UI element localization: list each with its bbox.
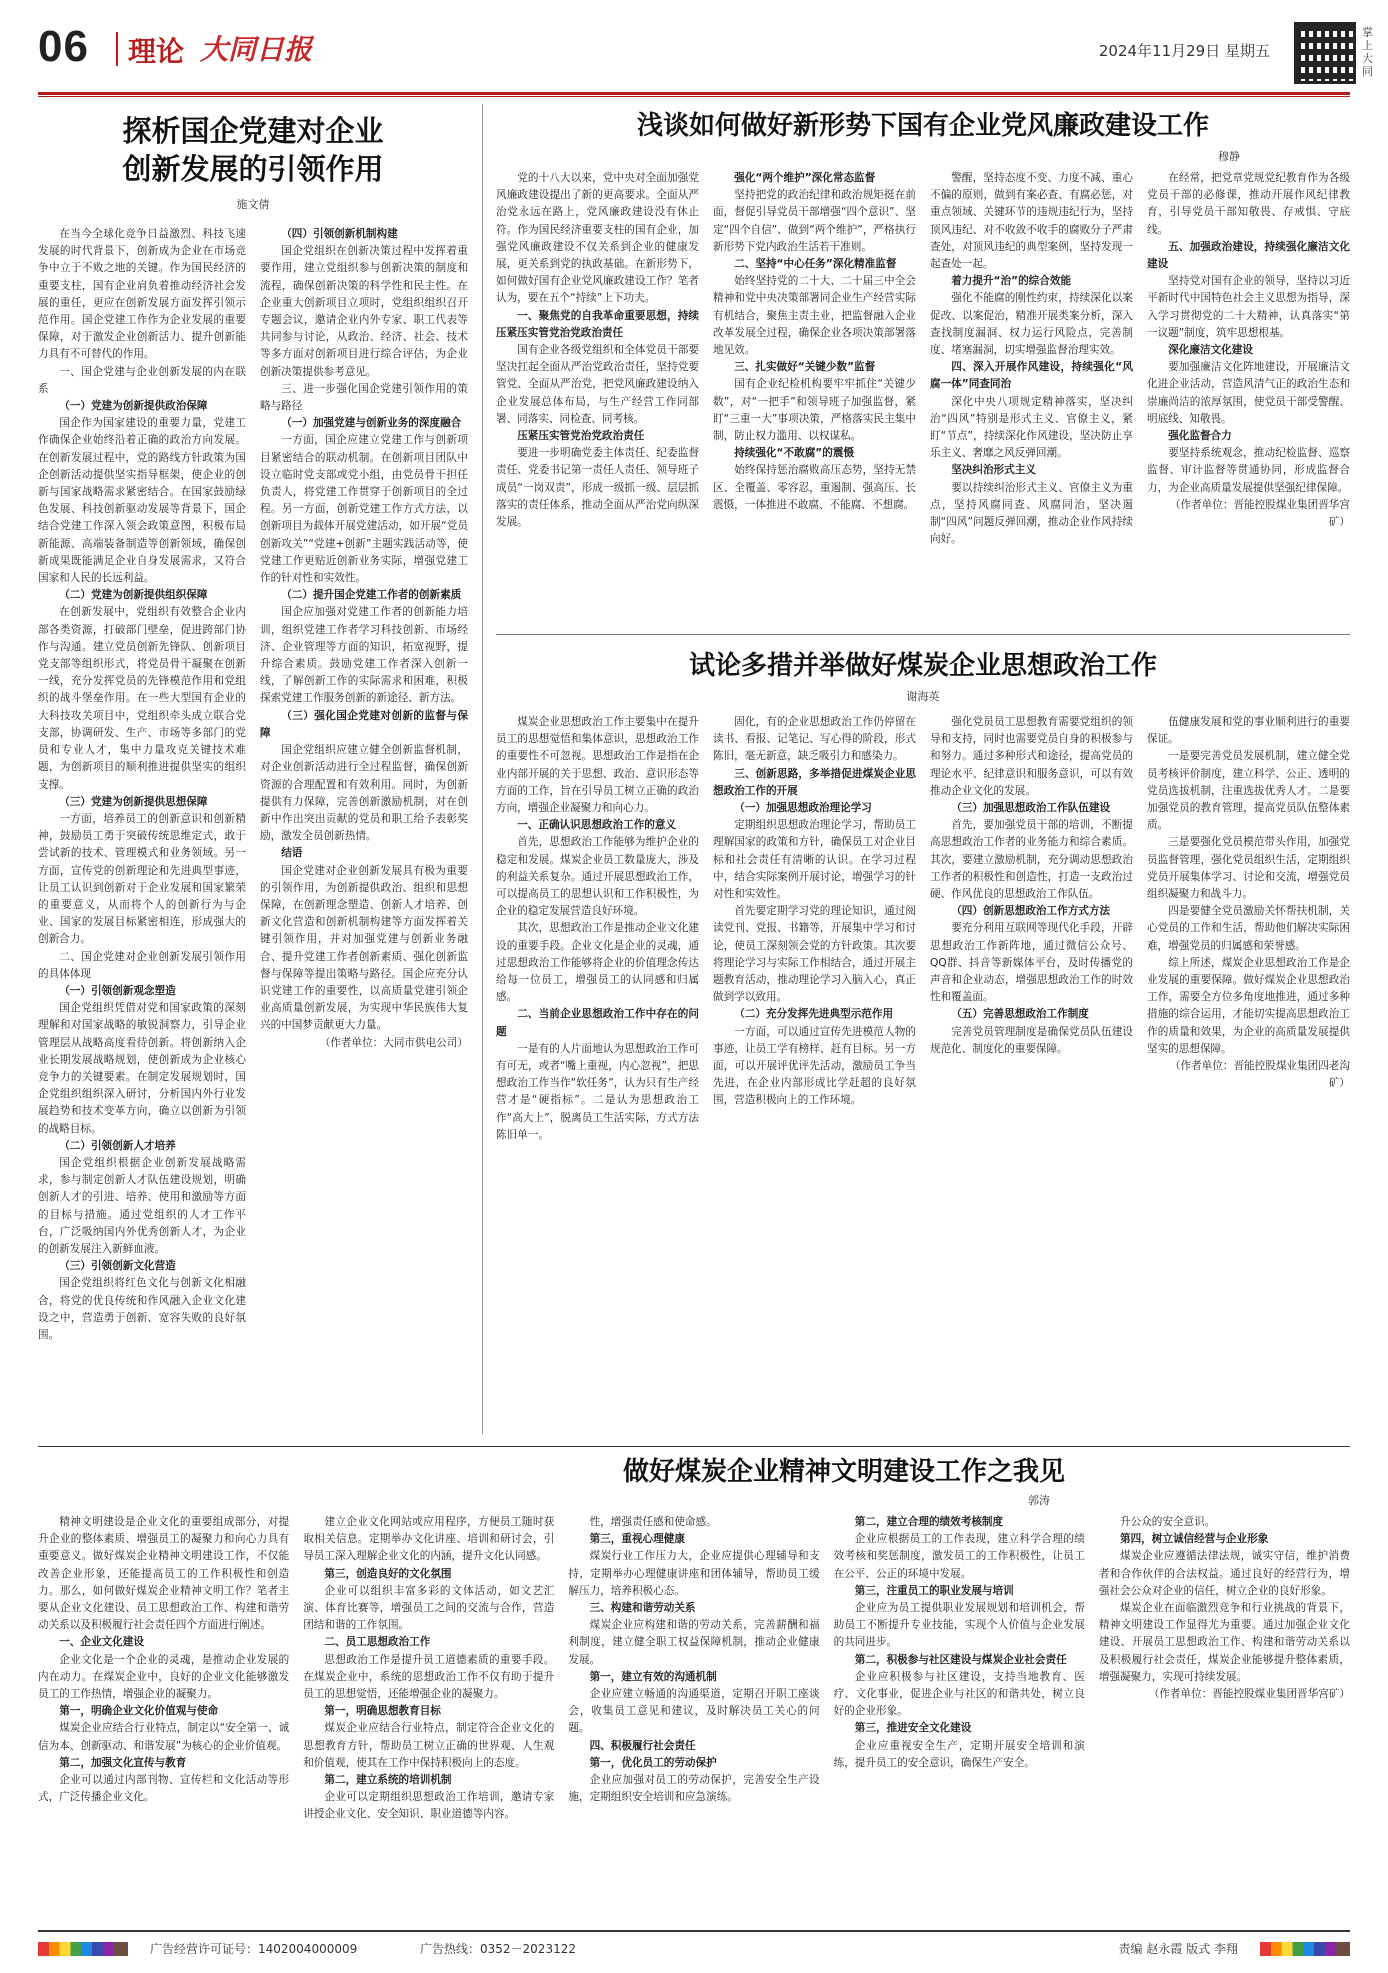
ad-license: 广告经营许可证号：1402004000009 [150,1942,358,1956]
paragraph: 强化党员员工思想教育需要党组织的领导和支持，同时也需要党员自身的积极参与和努力。通过多种形式和途径，提高党员的理论水平、纪律意识和服务意识，可以有效推动企业文化的发展。 [930,716,1133,797]
issue-date: 2024年11月29日 星期五 [1098,42,1270,60]
article-2 [496,104,1350,624]
subheading: （一）党建为创新提供政治保障 [59,400,208,413]
paragraph: 国有企业各级党组织和全体党员干部要坚决扛起全面从严治党政治责任，坚持党要管党、全面从严治党，把党风廉政建设纳入企业发展总体布局，与生产经营工作同部署、同落实、同检查、同考核。 [496,344,699,425]
paragraph: 煤炭企业在面临激烈竞争和行业挑战的背景下，精神文明建设工作显得尤为重要。通过加强企业文化建设、开展员工思想政治工作、构建和谐劳动关系以及积极履行社会责任，煤炭企业能够提升整体素质，增强凝聚力，实现可持续发展。 [1098,1602,1351,1683]
section-divider-2 [38,1446,1350,1447]
article-4-column-5 [1099,1514,1350,1922]
author-note: （作者单位：晋能控股煤业集团晋华宫矿） [1148,1688,1351,1701]
paragraph: 要以持续纠治形式主义、官僚主义为重点，坚持风腐同查、风腐同治，坚决遏制“四风”问题反弹回潮，推动企业作风持续向好。 [930,481,1133,546]
paragraph: 四是要健全党员激励关怀帮扶机制，关心党员的工作和生活，帮助他们解决实际困难，增强党员的归属感和荣誉感。 [1147,905,1350,952]
paragraph: 国企党建对企业创新发展具有极为重要的引领作用，为创新提供政治、组织和思想保障，在创新理念塑造、创新人才培养、创新文化营造和创新机制构建等方面发挥着关键引领作用，并对加强党建与创新业务融合、提升党建工作者创新素质、强化创新监督与保障等提出策略与路径。国企应充分认识党建工作的重要性，以高质量党建引领企业高质量创新发展，为实现中华民族伟大复兴的中国梦贡献更大力量。 [260,864,468,1032]
paragraph: 企业应根据员工的工作表现，建立科学合理的绩效考核和奖惩制度，激发员工的工作积极性，让员工在公平、公正的环境中发展。 [833,1533,1085,1580]
masthead-divider [116,32,118,66]
paragraph: 国企党组织凭借对党和国家政策的深刻理解和对国家战略的敏锐洞察力，引导企业管理层从战略高度看待创新。将创新纳入企业长期发展战略规划，使创新成为企业核心竞争力的关键要素。在制定发展规划时，国企党组织组织深入研讨，分析国内外行业发展趋势和技术变革方向，确立以创新为引领的战略目标。 [38,1002,246,1135]
paragraph: 强化不能腐的刚性约束，持续深化以案促改、以案促治，精准开展类案分析，深入查找制度漏洞、权力运行风险点，完善制度、堵塞漏洞，切实增强监督治理实效。 [930,292,1133,357]
paragraph: 要充分利用互联网等现代化手段，开辟思想政治工作新阵地，通过微信公众号、QQ群、抖音等新媒体平台，及时传播党的声音和企业动态，增强思想政治工作的时效性和覆盖面。 [930,922,1133,1004]
subheading: 一、聚焦党的自我革命重要思想，持续压紧压实管党治党政治责任 [496,309,699,339]
paragraph: 伍健康发展和党的事业顺利进行的重要保证。 [1147,716,1350,746]
subheading: （一）加强党建与创新业务的深度融合 [281,417,462,430]
article-1-author: 施文倩 [236,198,270,211]
paragraph: 在经常，把党章党规党纪教育作为各级党员干部的必修课，推动开展作风纪律教育，引导党员干部知敬畏、存戒惧、守底线。 [1147,172,1350,236]
subheading: （一）引领创新观念塑造 [59,984,176,997]
subheading: （一）加强思想政治理论学习 [734,802,872,815]
subheading: （二）提升国企党建工作者的创新素质 [281,589,462,602]
paragraph: 首先要定期学习党的理论知识，通过阅读党刊、党报、书籍等，开展集中学习和讨论，使员工深刻领会党的方针政策。其次要将理论学习与实际工作相结合，通过开展主题教育活动，推动理论学习入脑入心，真正做到学以致用。 [713,905,916,1004]
subheading: 第二，建立合理的绩效考核制度 [854,1516,1004,1528]
paragraph: 要进一步明确党委主体责任、纪委监督责任、党委书记第一责任人责任、领导班子成员“一岗双责”，形成一级抓一级、层层抓落实的责任体系，推动全面从严治党向纵深发展。 [496,447,699,529]
subheading: 五、加强政治建设，持续强化廉洁文化建设 [1147,240,1350,271]
paragraph: 国企作为国家建设的重要力量，党建工作确保企业始终沿着正确的政治方向发展。在创新发展过程中，党的路线方针政策为国企创新活动提供坚实指导框架，使企业的创新与国家战略需求紧密结合。在国家鼓励绿色发展、科技创新驱动发展等背景下，国企结合党建工作深入领会政策意图，积极布局新能源、高端装备制造等创新领域，确保创新成果既能满足企业自身发展需求，又符合国家和人民的长远利益。 [38,417,246,585]
paragraph: 企业应为员工提供职业发展规划和培训机会，帮助员工不断提升专业技能，实现个人价值与企业发展的共同进步。 [833,1602,1085,1649]
paragraph: 党的十八大以来，党中央对全面加强党风廉政建设提出了新的更高要求。全面从严治党永远在路上，党风廉政建设没有休止符。作为国民经济重要支柱的国有企业，加强党风廉政建设不仅关系到企业的健康发展，更关系到党的执政基础。在新形势下，如何做好国有企业党风廉政建设工作？笔者认为，要在五个“持续”上下功夫。 [496,172,699,305]
article-1-column-1 [38,226,246,1436]
author-note: （作者单位：晋能控股煤业集团四老沟矿） [1169,1060,1350,1090]
article-3-column-3 [930,714,1133,1434]
subheading: 第三，推进安全文化建设 [854,1722,972,1735]
paragraph: 企业应积极参与社区建设，支持当地教育、医疗、文化事业，促进企业与社区的和谐共处，树立良好的企业形象。 [833,1670,1085,1718]
author-note: （作者单位：晋能控股煤业集团晋华宫矿） [1169,498,1350,529]
paragraph: 始终保持惩治腐败高压态势，坚持无禁区、全覆盖、零容忍，重遏制、强高压、长震慑，一体推进不敢腐、不能腐、不想腐。 [713,464,916,511]
article-3-column-2 [713,714,916,1434]
subheading: 二、坚持“中心任务”深化精准监督 [734,258,897,271]
subheading: （二）党建为创新提供组织保障 [59,589,208,602]
paragraph: 其次，思想政治工作是推动企业文化建设的重要手段。企业文化是企业的灵魂，通过思想政治工作能够将企业的价值理念传达给每一位员工，增强员工的认同感和归属感。 [496,922,699,1004]
paragraph: 一、国企党建与企业创新发展的内在联系 [38,365,246,395]
author-note: （作者单位：大同市供电公司） [319,1036,468,1049]
subheading: 二、当前企业思想政治工作中存在的问题 [496,1008,699,1038]
footer-rule [38,1930,1350,1932]
paragraph: 坚持把党的政治纪律和政治规矩挺在前面，督促引导党员干部增强“四个意识”、坚定“四个自信”、做到“两个维护”，严格执行新形势下党内政治生活若干准则。 [713,189,916,253]
paragraph: 企业文化是一个企业的灵魂，是推动企业发展的内在动力。在煤炭企业中，良好的企业文化能够激发员工的工作热情，增强企业的凝聚力。 [38,1653,290,1701]
section-name: 理论 [128,35,185,68]
subheading: （三）加强思想政治工作队伍建设 [951,802,1111,815]
paragraph: 企业可以通过内部刊物、宣传栏和文化活动等形式，广泛传播企业文化。 [38,1774,290,1804]
ad-hotline: 广告热线：0352－2023122 [420,1942,576,1956]
subheading: 第一，明确思想教育目标 [324,1705,441,1718]
paragraph: 煤炭企业应构建和谐的劳动关系，完善薪酬和福利制度，建立健全职工权益保障机制，推动企业健康发展。 [568,1619,820,1666]
paragraph: 始终坚持党的二十大、二十届三中全会精神和党中央决策部署同企业生产经营实际有机结合，聚焦主责主业，把监督融入企业改革发展全过程，确保企业各项决策部署落地见效。 [713,275,916,357]
article-3-title[interactable]: 试论多措并举做好煤炭企业思想政治工作 [688,651,1157,681]
paragraph: 一方面，可以通过宣传先进模范人物的事迹，让员工学有榜样、赶有目标。另一方面，可以开展评优评先活动，激励员工争当先进，在企业内部形成比学赶超的良好氛围，营造积极向上的工作环境。 [713,1025,916,1107]
paragraph: 企业应重视安全生产，定期开展安全培训和演练，提升员工的安全意识，确保生产安全。 [833,1739,1085,1769]
subheading: 压紧压实管党治党政治责任 [517,430,645,443]
paragraph: 企业应建立畅通的沟通渠道，定期召开职工座谈会，收集员工意见和建议，及时解决员工关心的问题。 [568,1688,820,1735]
paragraph: 国企应加强对党建工作者的创新能力培训，组织党建工作者学习科技创新、市场经济、企业管理等方面的知识，拓宽视野，提升综合素质。鼓励党建工作者深入创新一线，了解创新工作的实际需求和困难，积极探索党建工作服务创新的新途径、新方法。 [260,606,468,705]
article-1-title[interactable] [38,104,468,188]
article-4-author: 郭涛 [1028,1494,1050,1507]
subheading: 第三，重视心理健康 [589,1533,685,1546]
paragraph: 性，增强责任感和使命感。 [589,1516,717,1528]
subheading: 结语 [281,847,303,860]
paragraph: 深化中央八项规定精神落实，坚决纠治“四风”特别是形式主义、官僚主义，紧盯“节点”，持续深化作风建设，坚决防止享乐主义、奢靡之风反弹回潮。 [930,395,1133,460]
subheading: 一、企业文化建设 [59,1636,144,1649]
paragraph: 定期组织思想政治理论学习，帮助员工理解国家的政策和方针，确保员工对企业目标和社会责任有清晰的认识。在学习过程中，结合实际案例开展讨论，增强学习的针对性和实效性。 [713,819,916,901]
paragraph: 一是要完善党员发展机制，建立健全党员考核评价制度，建立科学、公正、透明的党员选拔机制，注重选拔优秀人才。二是要加强党员的教育管理，提高党员队伍整体素质。 [1147,750,1350,832]
paragraph: 首先，要加强党员干部的培训，不断提高思想政治工作者的业务能力和综合素质。其次，要建立激励机制，充分调动思想政治工作者的积极性和创造性，打造一支政治过硬、作风优良的思想政治工作队伍。 [930,819,1133,901]
subheading: 三、扎实做好“关键少数”监督 [734,361,876,374]
paragraph: 国企党组织根据企业创新发展战略需求，参与制定创新人才队伍建设规划，明确创新人才的引进、培养、使用和激励等方面的目标与措施。通过党组织的人才工作平台，广泛吸纳国内外优秀创新人才，为企业的创新发展注入新鲜血液。 [38,1156,246,1255]
article-2-column-2 [713,170,916,610]
subheading: 一、正确认识思想政治工作的意义 [517,819,677,832]
editor-credit: 责编 赵永霞 版式 李翔 [1118,1942,1238,1956]
article-2-column-4 [1147,170,1350,610]
color-bar [38,1942,128,1956]
subheading: （三）引领创新文化营造 [59,1260,176,1273]
article-4 [38,1454,1350,1924]
article-2-title[interactable]: 浅谈如何做好新形势下国有企业党风廉政建设工作 [636,111,1209,141]
paragraph: 综上所述，煤炭企业思想政治工作是企业发展的重要保障。做好煤炭企业思想政治工作，需要全方位多角度地推进，通过多种措施的综合运用，才能切实提高思想政治工作的质量和效果，为企业的高质量发展提供坚实的思想保障。 [1147,956,1350,1055]
paragraph: 精神文明建设是企业文化的重要组成部分，对提升企业的整体素质、增强员工的凝聚力和向心力具有重要意义。做好煤炭企业精神文明建设工作，不仅能改善企业形象，还能提高员工的工作积极性和创造力。那么，如何做好煤炭企业精神文明工作？笔者主要从企业文化建设、员工思想政治工作、构建和谐劳动关系以及积极履行社会责任四个方面进行阐述。 [38,1516,290,1632]
paragraph: 升公众的安全意识。 [1120,1516,1216,1528]
subheading: 第一，建立有效的沟通机制 [589,1670,717,1683]
paragraph: 在创新发展中，党组织有效整合企业内部各类资源，打破部门壁垒，促进跨部门协作与沟通。建立党员创新先锋队、创新项目党支部等组织形式，将党员骨干凝聚在创新一线，充分发挥党员的先锋模范作用和党组织的战斗堡垒作用。在一些大型国有企业的大科技攻关项目中，党组织牵头成立联合党支部，协调研发、生产、市场等多部门的党员和专业人才，集中力量攻克关键技术难题，为创新项目的顺利推进提供坚实的组织支撑。 [38,606,246,791]
subheading: 第二，加强文化宣传与教育 [59,1756,187,1769]
article-1-title-line-2: 创新发展的引领作用 [122,152,384,186]
newspaper-logo: 大同日报 [200,33,313,66]
paragraph: 要加强廉洁文化阵地建设，开展廉洁文化进企业活动，营造风清气正的政治生态和崇廉尚洁的浓厚氛围，使党员干部受警醒、明底线、知敬畏。 [1147,361,1350,425]
subheading: （二）充分发挥先进典型示范作用 [734,1008,894,1021]
paragraph: 警醒，坚持态度不变、力度不减、重心不偏的原则，做到有案必查、有腐必惩，对重点领域、关键环节的违规违纪行为，坚持顶风违纪、对不收敛不收手的腐败分子严肃查处，对顶风违纪的典型案例，坚持发现一起查处一起。 [930,172,1133,271]
article-3-column-4 [1147,714,1350,1434]
subheading: 着力提升“治”的综合效能 [951,275,1072,288]
color-bar-right [1260,1942,1350,1956]
subheading: 坚决纠治形式主义 [951,464,1036,477]
subheading: 强化监督合力 [1168,430,1232,443]
subheading: 第二，积极参与社区建设与煤炭企业社会责任 [854,1653,1067,1666]
subheading: （三）强化国企党建对创新的监督与保障 [260,709,468,739]
subheading: （二）引领创新人才培养 [59,1139,176,1152]
paragraph: 煤炭行业工作压力大，企业应提供心理辅导和支持，定期举办心理健康讲座和团体辅导，帮助员工缓解压力，培养积极心态。 [568,1550,820,1597]
paragraph: 国企党组织应建立健全创新监督机制，对企业创新活动进行全过程监督，确保创新资源的合理配置和有效利用。同时，为创新提供有力保障，完善创新激励机制，对在创新中作出突出贡献的党员和职工给予表彰奖励，激发全员创新热情。 [260,744,468,843]
page-number: 06 [38,22,89,71]
article-3 [496,644,1350,1434]
subheading: 三、构建和谐劳动关系 [589,1602,696,1615]
subheading: 四、积极履行社会责任 [589,1739,696,1752]
subheading: 第一，明确企业文化价值观与使命 [59,1705,219,1718]
paragraph: 坚持党对国有企业的领导，坚持以习近平新时代中国特色社会主义思想为指导，深入学习贯彻党的二十大精神，认真落实“第一议题”制度，筑牢思想根基。 [1147,275,1350,339]
paragraph: 固化，有的企业思想政治工作仍停留在读书、看报、记笔记、写心得的阶段，形式陈旧，毫无新意，缺乏吸引力和感染力。 [713,716,916,763]
article-2-author: 穆静 [1218,150,1240,163]
subheading: 二、员工思想政治工作 [324,1636,431,1649]
paragraph: 企业应加强对员工的劳动保护，完善安全生产设施，定期组织安全培训和应急演练。 [568,1774,820,1804]
subheading: 四、深入开展作风建设，持续强化“风腐一体”同查同治 [930,361,1133,391]
paragraph: 要坚持系统观念，推动纪检监督、巡察监督、审计监督等贯通协同，形成监督合力，为企业高质量发展提供坚强纪律保障。 [1147,447,1350,494]
section-divider [496,634,1350,635]
paragraph: 思想政治工作是提升员工道德素质的重要手段。在煤炭企业中，系统的思想政治工作不仅有助于提升员工的思想觉悟，还能增强企业的凝聚力。 [303,1653,555,1701]
paragraph: 企业可以组织丰富多彩的文体活动，如文艺汇演、体育比赛等，增强员工之间的交流与合作，营造团结和谐的工作氛围。 [303,1584,555,1632]
qr-label: 掌上大同 [1362,26,1373,78]
paragraph: 在当今全球化竞争日益激烈、科技飞速发展的时代背景下，创新成为企业在市场竞争中立于不败之地的关键。作为国民经济的重要支柱，国有企业肩负着推动经济社会发展的重任，更应在创新发展方面发挥引领示范作用。国企党建工作作为企业发展的重要保障，对于激发企业创新活力、提升创新能力具有不可替代的作用。 [38,228,246,361]
subheading: （三）党建为创新提供思想保障 [59,795,208,808]
paragraph: 国有企业纪检机构要牢牢抓住“关键少数”，对“一把手”和领导班子加强监督，紧盯“三重一大”事项决策，严格落实民主集中制，防止权力滥用、以权谋私。 [713,378,916,443]
subheading: 第一，优化员工的劳动保护 [589,1756,717,1769]
article-4-column-3 [568,1514,819,1922]
page-footer [0,1930,1388,1973]
subheading: 三、创新思路，多举措促进煤炭企业思想政治工作的开展 [713,767,916,797]
subheading: 第三，注重员工的职业发展与培训 [854,1584,1014,1597]
article-4-column-2 [303,1514,554,1922]
paragraph: 国企党组织将红色文化与创新文化相融合，将党的优良传统和作风融入企业文化建设之中，营造勇于创新、宽容失败的良好氛围。 [38,1277,246,1341]
article-3-column-1 [496,714,699,1434]
column-divider [482,104,483,1434]
paragraph: 完善党员管理制度是确保党员队伍建设规范化、制度化的重要保障。 [930,1025,1133,1055]
masthead-rule [38,92,1350,95]
subheading: （四）引领创新机制构建 [281,228,398,240]
paragraph: 国企党组织在创新决策过程中发挥着重要作用，建立党组织参与创新决策的制度和流程，确保创新决策的科学性和民主性。在企业重大创新项目立项时，党组织组织召开专题会议，邀请企业内外专家、职工代表等共同参与讨论，从政治、经济、社会、技术等多方面对创新项目进行综合评估，为企业创新决策提供参考意见。 [260,245,468,378]
paragraph: 三、进一步强化国企党建引领作用的策略与路径 [260,382,468,413]
subheading: 第三，创造良好的文化氛围 [324,1567,452,1580]
paragraph: 煤炭企业应结合行业特点，制定符合企业文化的思想教育方针，帮助员工树立正确的世界观、人生观和价值观，使其在工作中保持积极向上的态度。 [303,1722,555,1769]
article-1 [38,104,468,1444]
subheading: 持续强化“不敢腐”的震慑 [734,447,855,460]
paragraph: 三是要强化党员模范带头作用，加强党员监督管理，强化党员组织生活，定期组织党员开展集体学习、讨论和交流，增强党员组织凝聚力和战斗力。 [1147,836,1350,901]
article-4-column-1 [38,1514,289,1922]
subheading: 第四，树立诚信经营与企业形象 [1120,1533,1269,1546]
paragraph: 煤炭企业应结合行业特点，制定以“安全第一、诚信为本、创新驱动、和谐发展”为核心的企业价值观。 [38,1722,290,1752]
article-1-column-2 [260,226,468,1436]
subheading: 第二，建立系统的培训机制 [324,1774,452,1787]
article-4-column-4 [834,1514,1085,1922]
masthead-rule-thin [38,96,1350,97]
article-1-title-line-1: 探析国企党建对企业 [122,114,384,148]
article-2-column-1 [496,170,699,610]
subheading: （五）完善思想政治工作制度 [951,1008,1089,1021]
paragraph: 一方面，培养员工的创新意识和创新精神，鼓励员工勇于突破传统思维定式，敢于尝试新的技术、管理模式和业务领域。另一方面，宣传党的创新理论和先进典型事迹，让员工认识到创新对于企业发展和国家繁荣的重要意义，从而将个人的创新行为与企业、国家的发展目标紧密相连，形成强大的创新合力。 [38,812,246,946]
paragraph: 一方面，国企应建立党建工作与创新项目紧密结合的联动机制。在创新项目团队中设立临时党支部或党小组，由党员骨干担任负责人，将党建工作贯穿于创新项目的全过程。另一方面，创新党建工作方式方法，以创新项目为载体开展党建活动，如开展“党员创新攻关”“党建+创新”主题实践活动等，使党建工作更贴近创新业务实际，增强党建工作的针对性和实效性。 [260,434,468,585]
qr-code-icon[interactable] [1294,22,1356,84]
paragraph: 煤炭企业思想政治工作主要集中在提升员工的思想觉悟和集体意识，思想政治工作的重要性不可忽视。思想政治工作是指在企业内部开展的关于思想、政治、意识形态等方面的工作，旨在引导员工树立正确的政治方向，增强企业凝聚力和向心力。 [496,716,699,815]
article-3-author: 谢海英 [906,690,940,703]
paragraph: 一是有的人片面地认为思想政治工作可有可无，或者“嘴上重视，内心忽视”，把思想政治工作当作“软任务”，认为只有生产经营才是“硬指标”。二是认为思想政治工作“高大上”，脱离员工生活实际，方式方法陈旧单一。 [496,1042,699,1141]
paragraph: 建立企业文化网站或应用程序，方便员工随时获取相关信息。定期举办文化讲座、培训和研讨会，引导员工深入理解企业文化的内涵，提升文化认同感。 [303,1516,555,1563]
subheading: 深化廉洁文化建设 [1168,344,1253,357]
masthead [0,0,1388,98]
subheading: 强化“两个维护”深化常态监督 [734,172,876,184]
paragraph: 煤炭企业应遵循法律法规，诚实守信，维护消费者和合作伙伴的合法权益。通过良好的经营行为，增强社会公众对企业的信任，树立企业的良好形象。 [1098,1550,1351,1597]
paragraph: 企业可以定期组织思想政治工作培训，邀请专家讲授企业文化、安全知识、职业道德等内容。 [303,1791,555,1821]
article-4-title[interactable]: 做好煤炭企业精神文明建设工作之我见 [622,1457,1065,1487]
subheading: （四）创新思想政治工作方式方法 [951,905,1111,918]
article-2-column-3 [930,170,1133,610]
paragraph: 首先，思想政治工作能够为维护企业的稳定和发展。煤炭企业员工数量庞大，涉及的利益关系复杂。通过开展思想政治工作，可以提高员工的思想认识和工作积极性，为企业的稳定发展营造良好环境。 [496,836,699,918]
paragraph: 二、国企党建对企业创新发展引领作用的具体体现 [38,950,246,980]
